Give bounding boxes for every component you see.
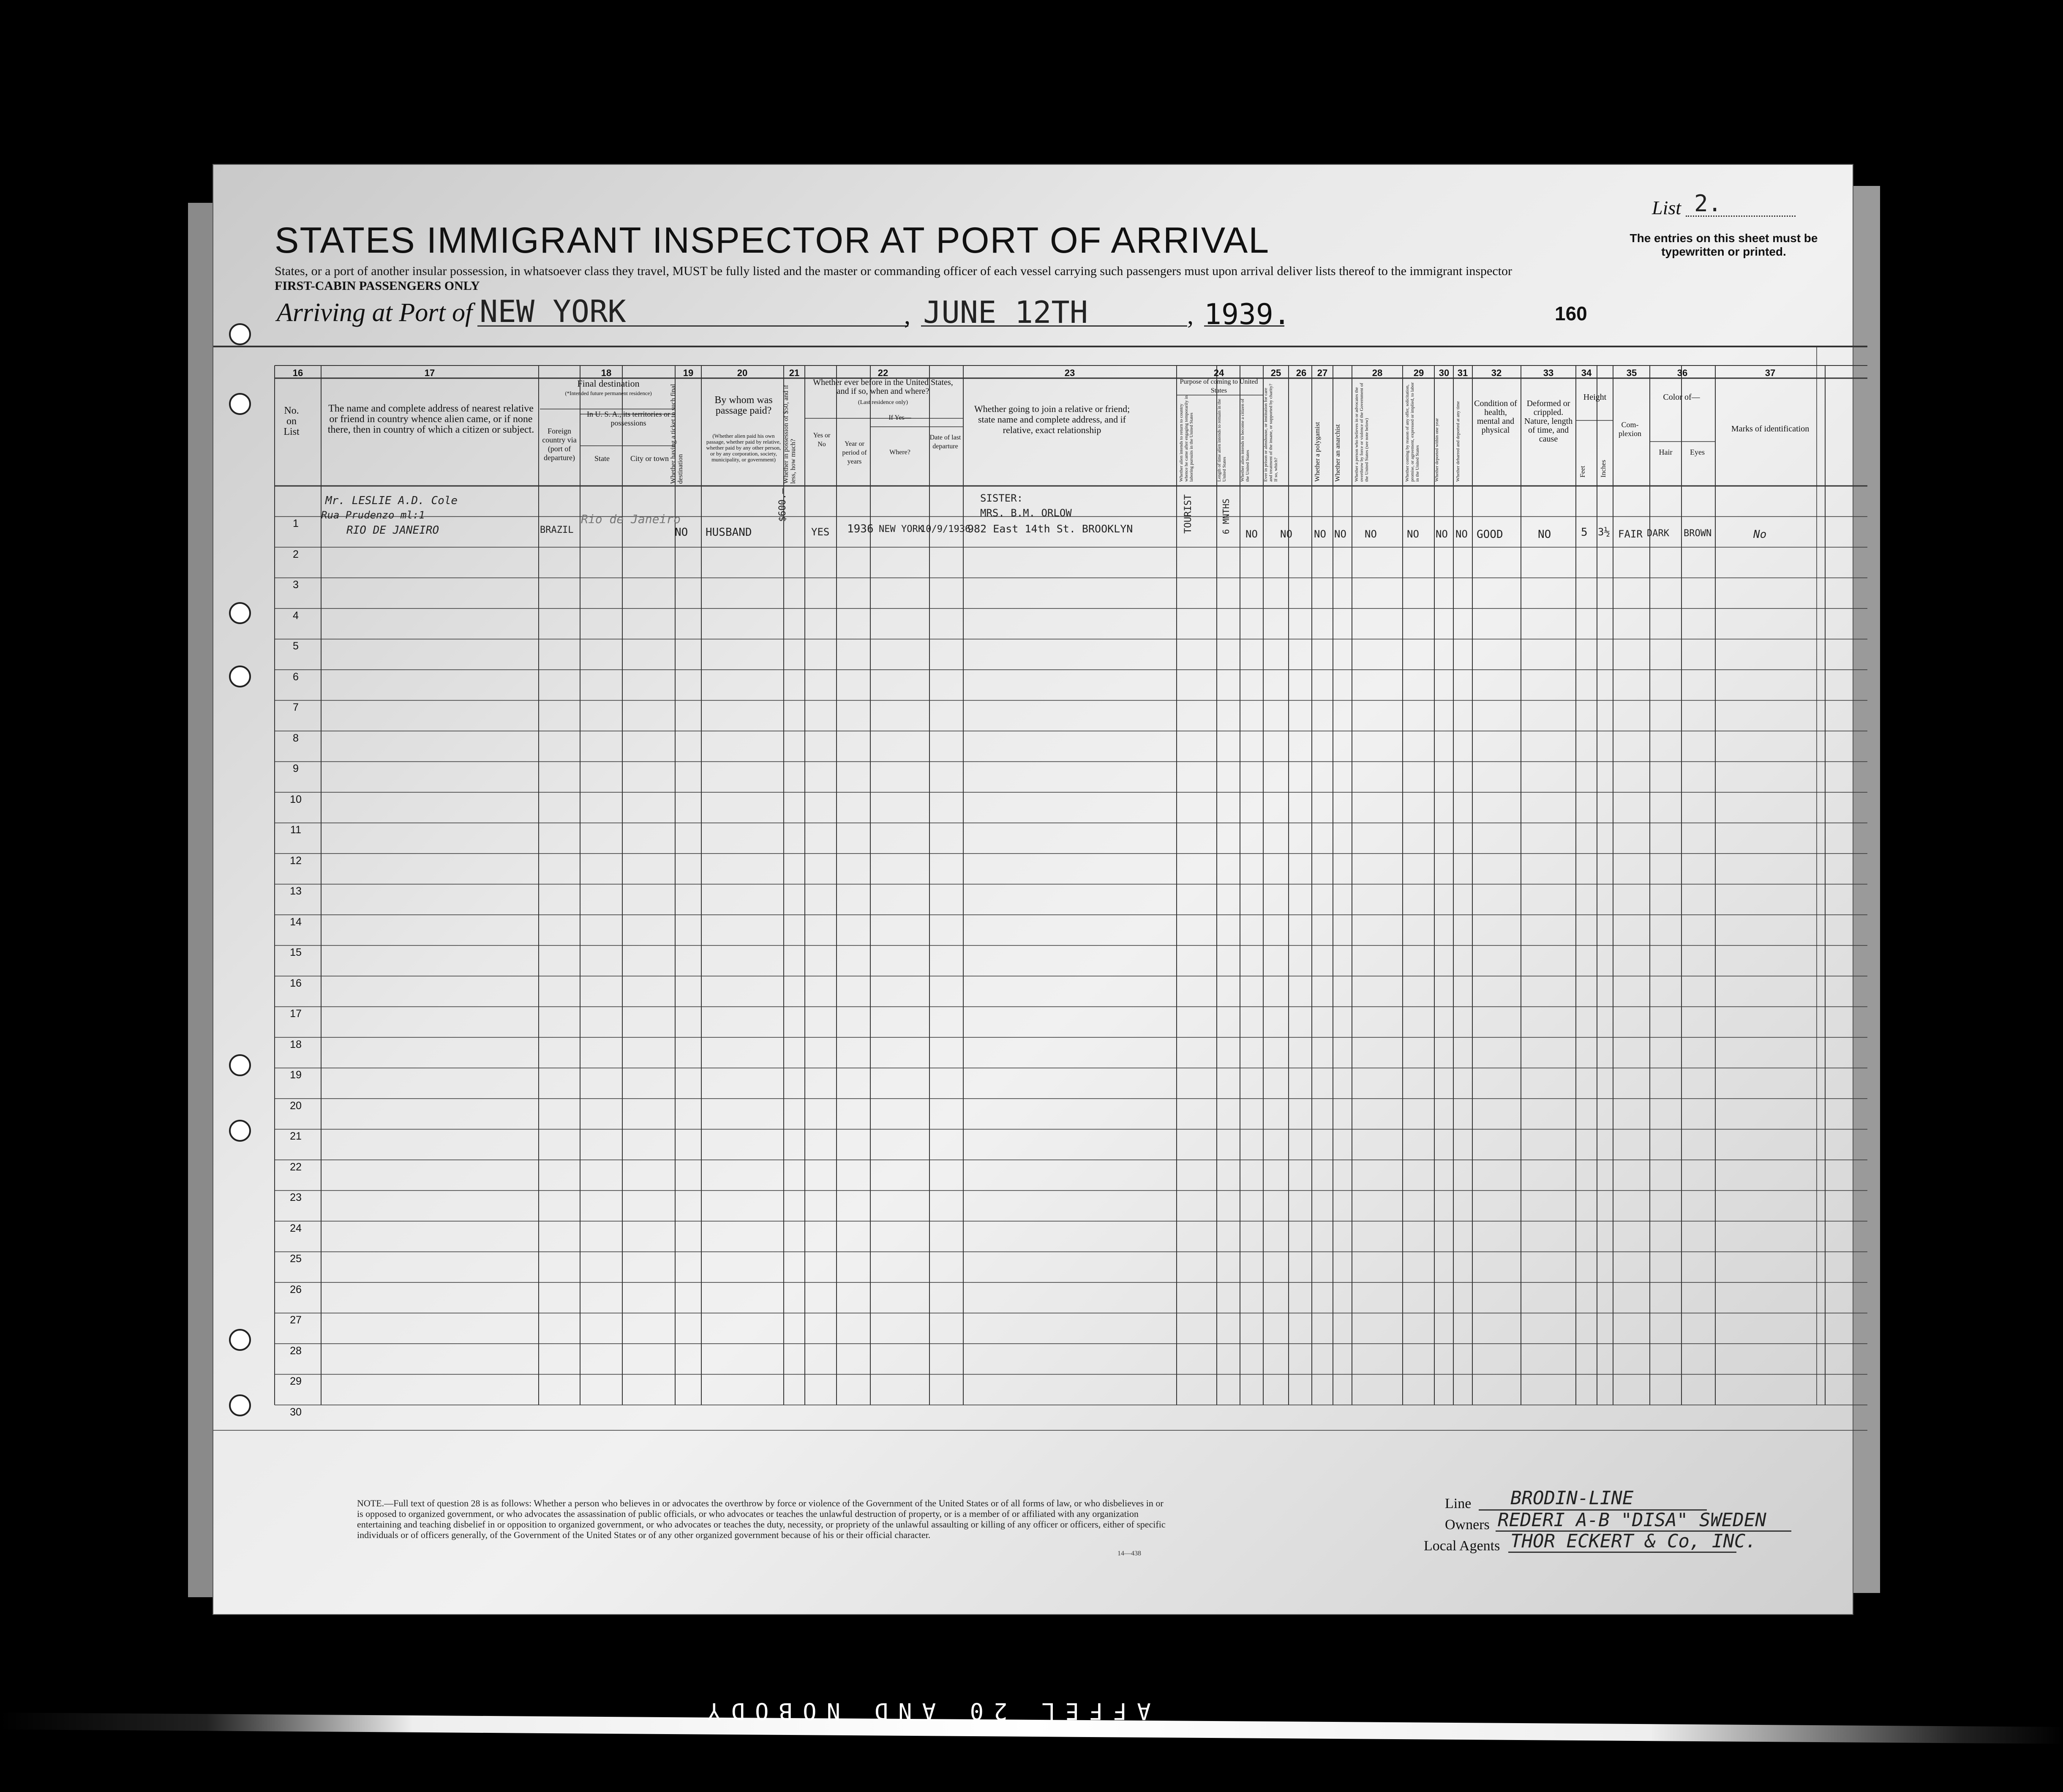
binder-hole <box>229 1054 251 1076</box>
row-number: 24 <box>290 1222 302 1234</box>
form-number: 14—438 <box>1117 1550 1141 1557</box>
row-number: 19 <box>290 1069 302 1081</box>
header-q30: Whether deported within one year <box>1434 418 1439 482</box>
header-hair: Hair <box>1659 448 1673 456</box>
column-number: 32 <box>1491 368 1502 378</box>
row-number: 1 <box>293 518 299 529</box>
row-number: 4 <box>293 609 299 622</box>
row-number: 9 <box>293 763 299 775</box>
header-anarchist: Whether an anarchist <box>1334 424 1341 482</box>
column-number: 30 <box>1439 368 1450 378</box>
page-number: 160 <box>1555 303 1587 325</box>
agents-label: Local Agents <box>1424 1538 1500 1554</box>
header-color-of: Color of— <box>1663 393 1700 402</box>
header-possession: Whether in possession of $50, and if less, how much? <box>782 385 797 484</box>
column-number: 25 <box>1270 368 1281 378</box>
column-number: 20 <box>737 368 748 378</box>
q30-value: NO <box>1436 528 1448 540</box>
passenger-class-label: FIRST-CABIN PASSENGERS ONLY <box>275 279 480 293</box>
line-value: BRODIN-LINE <box>1510 1487 1634 1509</box>
header-height: Height <box>1583 393 1607 402</box>
row-number: 23 <box>290 1192 302 1203</box>
column-number: 27 <box>1317 368 1328 378</box>
header-yes-no: Yes or No <box>813 432 831 448</box>
row-number: 12 <box>290 854 302 867</box>
condition-value: GOOD <box>1477 528 1503 541</box>
header-eyes: Eyes <box>1690 448 1705 456</box>
row-number: 14 <box>290 916 302 928</box>
binder-hole <box>229 1394 251 1416</box>
before-where: NEW YORK <box>879 524 924 535</box>
hair-value: DARK <box>1647 528 1669 539</box>
header-deformed: Deformed or crippled. Nature, length of time, and cause <box>1524 399 1573 444</box>
row-number: 8 <box>293 732 299 744</box>
binder-hole <box>229 1329 251 1351</box>
ticket-value: NO <box>675 526 688 539</box>
list-number: 2. <box>1694 190 1722 217</box>
header-final-destination-note: (*Intended future permanent residence) <box>565 390 652 396</box>
row-number: 20 <box>290 1099 302 1112</box>
row-number: 27 <box>290 1314 302 1326</box>
header-condition: Condition of health, mental and physical <box>1474 399 1517 435</box>
arrival-port: NEW YORK <box>480 294 626 329</box>
header-in-usa: In U. S. A., its territories or possessions <box>587 410 670 427</box>
agents-underline <box>1508 1552 1736 1553</box>
row-number: 30 <box>290 1406 302 1418</box>
header-where: Where? <box>889 449 910 456</box>
q29-value: NO <box>1407 528 1419 540</box>
line-label: Line <box>1445 1496 1472 1511</box>
column-number: 29 <box>1413 368 1424 378</box>
header-before-in-us-note: (Last residence only) <box>858 399 908 406</box>
q28-value: NO <box>1365 528 1377 540</box>
destination-city: Rio de Janeiro <box>581 512 681 526</box>
q31-value: NO <box>1455 528 1468 540</box>
relative-city: RIO DE JANEIRO <box>346 524 439 537</box>
owners-value: REDERI A-B "DISA" SWEDEN <box>1498 1509 1766 1531</box>
length-of-stay: 6 MNTHS <box>1221 499 1231 535</box>
header-purpose-citizen: Whether alien intends to become a citizen of the United States <box>1240 398 1250 482</box>
row-number: 3 <box>293 579 299 591</box>
header-state: State <box>594 454 610 463</box>
header-marks: Marks of identification <box>1731 424 1810 434</box>
row-number: 26 <box>290 1283 302 1296</box>
height-feet: 5 <box>1581 526 1588 539</box>
arriving-label: Arriving at Port of <box>277 298 473 327</box>
row-number: 6 <box>293 671 299 683</box>
header-inches: Inches <box>1600 460 1607 477</box>
last-departure: 10/9/1936 <box>920 524 971 535</box>
comma-separator: , <box>904 301 910 329</box>
header-polygamist: Whether a polygamist <box>1314 422 1321 482</box>
header-passage-paid: By whom was passage paid? <box>714 395 773 416</box>
header-purpose-length: Length of time alien intends to remain in the United States <box>1217 398 1227 482</box>
row-number: 15 <box>290 946 302 958</box>
column-number: 16 <box>292 368 303 378</box>
column-number: 23 <box>1064 368 1075 378</box>
arrival-year: 1939. <box>1204 298 1291 331</box>
foreign-country: BRAZIL <box>540 525 574 535</box>
complexion-value: FAIR <box>1618 528 1643 540</box>
header-join-relative: Whether going to join a relative or friend; state name and complete address, and if relative, exact relationship <box>974 404 1130 435</box>
instructions-text: States, or a port of another insular possession, in whatsoever class they travel, MUST be fully listed and the master or commanding officer of each vessel carrying such passengers must upon arrival deliver lists thereof to the immigrant inspector <box>275 264 1512 278</box>
citizen-value: NO <box>1245 528 1258 540</box>
deformed-value: NO <box>1538 528 1551 541</box>
binder-hole <box>229 666 251 687</box>
column-number: 28 <box>1372 368 1383 378</box>
row-number: 13 <box>290 885 302 897</box>
header-foreign-country: Foreign country via (port of departure) <box>542 427 577 462</box>
column-number: 31 <box>1457 368 1468 378</box>
join-address: 982 East 14th St. BROOKLYN <box>967 523 1133 535</box>
header-q28: Whether a person who believes in or advocates the overthrow by force or violence of the Government of the United States (see note below) <box>1354 383 1369 482</box>
column-number: 36 <box>1677 368 1688 378</box>
anarchist-value: NO <box>1334 528 1346 540</box>
relative-name: Mr. LESLIE A.D. Cole <box>325 494 458 507</box>
binder-hole <box>229 1120 251 1142</box>
prison-value: NO <box>1280 528 1292 540</box>
row-number: 29 <box>290 1375 302 1387</box>
column-number: 24 <box>1213 368 1224 378</box>
row-number: 18 <box>290 1038 302 1050</box>
column-number: 22 <box>878 368 888 378</box>
binder-hole <box>229 323 251 345</box>
height-inches: 3½ <box>1598 526 1610 538</box>
owners-label: Owners <box>1445 1517 1490 1533</box>
column-number: 35 <box>1626 368 1637 378</box>
row-number: 22 <box>290 1161 302 1173</box>
header-before-in-us: Whether ever before in the United States, and if so, when and where? <box>813 378 953 396</box>
comma-separator: , <box>1187 301 1194 329</box>
before-year: 1936 <box>847 523 874 535</box>
header-date-last-departure: Date of last departure <box>929 434 961 450</box>
header-q31: Whether debarred and deported at any time <box>1455 401 1461 482</box>
agents-value: THOR ECKERT & Co, INC. <box>1510 1530 1757 1552</box>
header-nearest-relative: The name and complete address of nearest relative or friend in country whence alien came, or if none there, then in country of which a citizen or subject. <box>327 403 534 435</box>
binder-hole <box>229 393 251 415</box>
before-yes-no: YES <box>811 526 830 538</box>
row-number: 5 <box>293 640 299 652</box>
row-number: 25 <box>290 1253 302 1265</box>
possession-value: $600.— <box>777 488 788 522</box>
header-passage-paid-note: (Whether alien paid his own passage, whether paid by relative, whether paid by any other person, or by any corporation, society, municipality, or government) <box>706 433 781 463</box>
row-number: 17 <box>290 1008 302 1020</box>
row-number: 2 <box>293 548 299 560</box>
entries-note: The entries on this sheet must be typewritten or printed. <box>1630 232 1818 258</box>
purpose-value: TOURIST <box>1183 494 1194 534</box>
column-number: 33 <box>1543 368 1554 378</box>
header-q29: Whether coming by reason of any offer, solicitation, promise, or agreement, expressed or implied, to labor in the United States <box>1405 382 1420 482</box>
header-ticket: Whether having a ticket to such final destination <box>670 384 684 484</box>
header-city: City or town <box>630 454 669 463</box>
header-year-period: Year or period of years <box>842 440 867 465</box>
header-prison: Ever in prison or almshouse, or institution for care and treatment of the insane, or supported by charity? If so, which? <box>1263 384 1278 482</box>
question-28-note: NOTE.—Full text of question 28 is as follows: Whether a person who believes in or advocates the overthrow by force or violence of the Government of the United States or of all forms of law, or who disbelieves in or is opposed to organized government, or who advocates the assassination of public officials, or who advocates or teaches the unlawful destruction of property, or is a member of or affiliated with any organization entertaining and teaching disbelief in or opposition to organized government, or who advocates or teaches the duty, necessity, or propriety of the unlawful assaulting or killing of any officer or officers, either of specific individuals or of officers generally, of the Government of the United States or of any other organized government because of his or their official character. <box>357 1498 1166 1540</box>
header-if-yes: If Yes— <box>888 414 911 421</box>
column-number: 26 <box>1296 368 1307 378</box>
header-no-on-list: No. on List <box>283 405 300 437</box>
row-number: 16 <box>290 977 302 989</box>
passage-paid-value: HUSBAND <box>706 526 752 539</box>
marks-value: No <box>1753 528 1767 541</box>
binder-hole <box>229 602 251 624</box>
row-number: 10 <box>290 793 302 805</box>
relative-street: Rua Prudenzo ml:1 <box>321 509 425 521</box>
row-number: 7 <box>293 701 299 713</box>
eyes-value: BROWN <box>1684 528 1712 539</box>
header-purpose: Purpose of coming to United States <box>1180 378 1258 394</box>
header-purpose-return: Whether alien intends to return to country whence he came after engaging temporarily in laboring pursuits in the United States <box>1179 395 1194 482</box>
row-number: 11 <box>290 824 301 836</box>
polygamist-value: NO <box>1314 528 1326 540</box>
column-number: 21 <box>789 368 800 378</box>
column-number: 34 <box>1581 368 1592 378</box>
join-relationship: SISTER: <box>980 492 1023 504</box>
column-number: 19 <box>683 368 694 378</box>
header-final-destination: Final destination <box>577 378 640 389</box>
list-label: List <box>1652 197 1681 218</box>
row-number: 28 <box>290 1345 302 1357</box>
column-number: 37 <box>1765 368 1776 378</box>
column-number: 17 <box>424 368 435 378</box>
arrival-date: JUNE 12TH <box>923 295 1088 330</box>
join-name: MRS. B.M. ORLOW <box>980 507 1072 519</box>
column-number: 18 <box>601 368 612 378</box>
page-title: STATES IMMIGRANT INSPECTOR AT PORT OF ARRIVAL <box>275 220 1270 261</box>
header-complexion: Com- plexion <box>1619 420 1641 438</box>
row-number: 21 <box>290 1130 302 1142</box>
film-edge-text: AFFEL 20 AND NOBODY <box>697 1698 1151 1724</box>
header-feet: Feet <box>1579 466 1586 477</box>
